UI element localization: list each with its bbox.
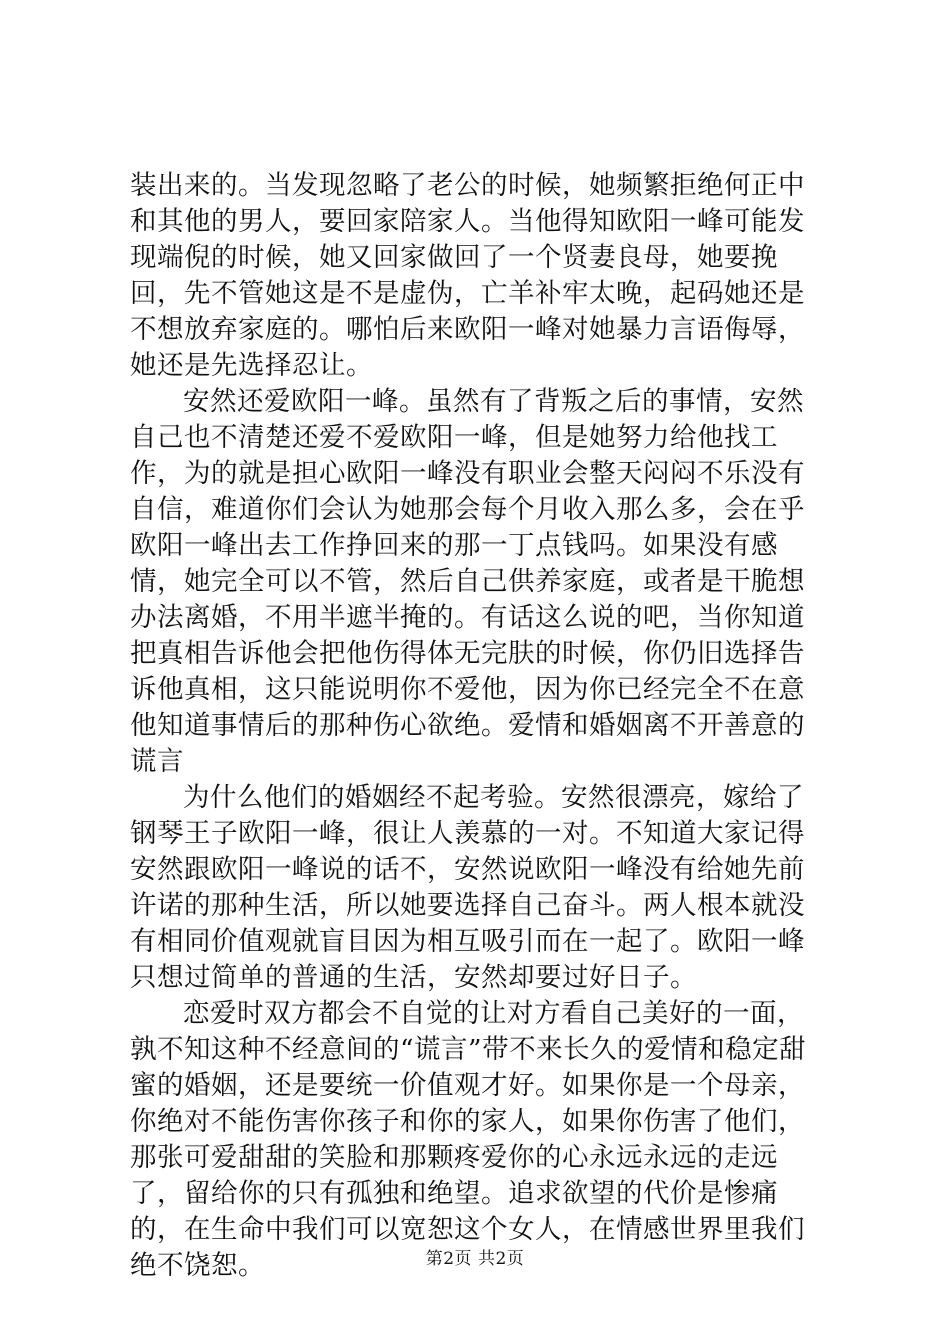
paragraph-4: 恋爱时双方都会不自觉的让对方看自己美好的一面，孰不知这种不经意间的“谎言”带不来长久的爱情和稳定甜蜜的婚姻，还是要统一价值观才好。如果你是一个母亲，你绝对不能伤害你孩子和你的家人，如果你伤害了他们，那张可爱甜甜的笑脸和那颗疼爱你的心永远永远的走远了，留给你的只有孤独和绝望。追求欲望的代价是惨痛的，在生命中我们可以宽恕这个女人，在情感世界里我们绝不饶恕。 [130, 998, 807, 1281]
paragraph-1: 装出来的。当发现忽略了老公的时候，她频繁拒绝何正中和其他的男人，要回家陪家人。当他得知欧阳一峰可能发现端倪的时候，她又回家做回了一个贤妻良母，她要挽回，先不管她这是不是虚伪，亡羊补牢太晚，起码她还是不想放弃家庭的。哪怕后来欧阳一峰对她暴力言语侮辱，她还是先选择忍让。 [130, 170, 805, 381]
paragraph-2: 安然还爱欧阳一峰。虽然有了背叛之后的事情，安然自己也不清楚还爱不爱欧阳一峰，但是她努力给他找工作，为的就是担心欧阳一峰没有职业会整天闷闷不乐没有自信，难道你们会认为她那会每个月收入那么多，会在乎欧阳一峰出去工作挣回来的那一丁点钱吗。如果没有感情，她完全可以不管，然后自己供养家庭，或者是干脆想办法离婚，不用半遮半掩的。有话这么说的吧，当你知道把真相告诉他会把他伤得体无完肤的时候，你仍旧选择告诉他真相，这只能说明你不爱他，因为你已经完全不在意他知道事情后的那种伤心欲绝。爱情和婚姻离不开善意的谎言 [130, 386, 805, 777]
paragraph-3: 为什么他们的婚姻经不起考验。安然很漂亮，嫁给了钢琴王子欧阳一峰，很让人羡慕的一对。不知道大家记得安然跟欧阳一峰说的话不，安然说欧阳一峰没有给她先前许诺的那种生活，所以她要选择自己奋斗。两人根本就没有相同价值观就盲目因为相互吸引而在一起了。欧阳一峰只想过简单的普通的生活，安然却要过好日子。 [130, 782, 805, 993]
document-body [130, 168, 830, 1284]
page-footer: 第2页 共2页 [425, 1249, 525, 1269]
